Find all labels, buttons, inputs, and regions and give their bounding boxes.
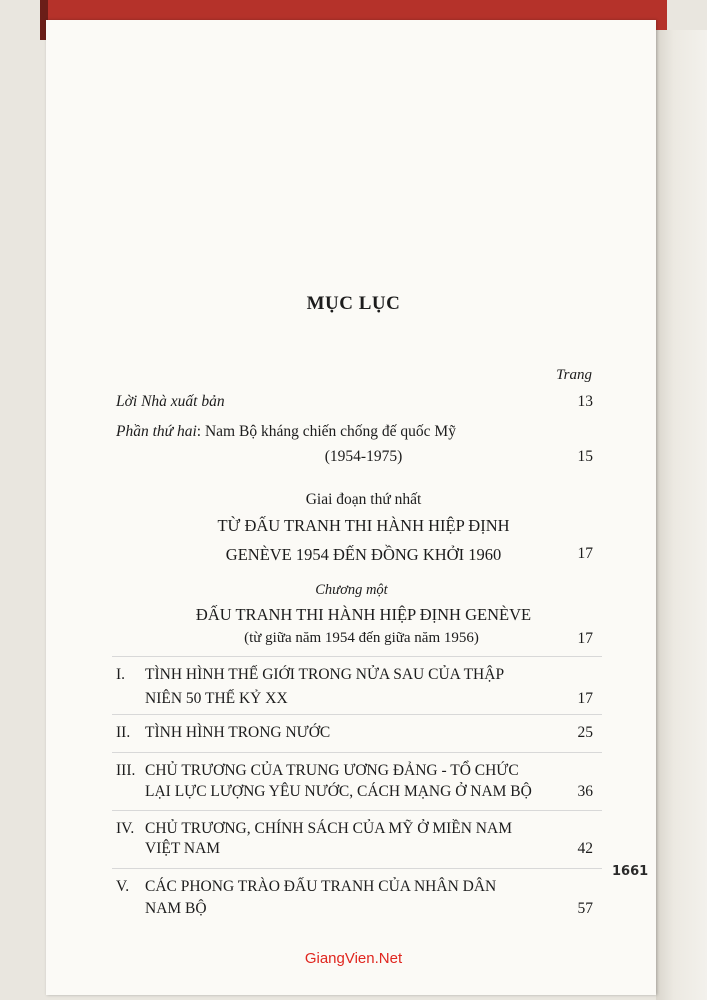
toc-entry-page: 42 xyxy=(577,840,593,857)
toc-item-number: III. xyxy=(116,762,136,779)
toc-entry-page: 25 xyxy=(577,724,593,741)
toc-item-line2: NIÊN 50 THẾ KỶ XX xyxy=(145,690,288,707)
toc-item-number: II. xyxy=(116,724,131,741)
toc-entry-label xyxy=(116,423,456,441)
toc-item-line1: TÌNH HÌNH TRONG NƯỚC xyxy=(145,724,331,741)
chapter-subtitle: (từ giữa năm 1954 đến giữa năm 1956) xyxy=(244,630,479,646)
divider xyxy=(112,714,602,715)
toc-entry-page: 36 xyxy=(577,783,593,800)
toc-item-line1: CHỦ TRƯƠNG, CHÍNH SÁCH CỦA MỸ Ở MIỀN NAM xyxy=(145,820,512,837)
stage-label: Giai đoạn thứ nhất xyxy=(305,491,422,508)
divider xyxy=(112,868,602,869)
page-column-header: Trang xyxy=(556,367,592,383)
part-prefix: Phần thứ hai xyxy=(116,423,197,440)
toc-item-line1: CÁC PHONG TRÀO ĐẤU TRANH CỦA NHÂN DÂN xyxy=(145,878,497,895)
part-years: (1954-1975) xyxy=(324,448,403,465)
toc-entry-page: 17 xyxy=(577,690,593,707)
toc-entry-page: 15 xyxy=(577,448,593,465)
toc-item-number: V. xyxy=(116,878,130,895)
divider xyxy=(112,656,602,657)
divider xyxy=(112,752,602,753)
toc-title: MỤC LỤC xyxy=(306,293,401,314)
toc-item-line1: CHỦ TRƯƠNG CỦA TRUNG ƯƠNG ĐẢNG - TỔ CHỨC xyxy=(145,762,519,779)
part-title: : Nam Bộ kháng chiến chống đế quốc Mỹ xyxy=(196,423,456,440)
watermark: GiangVien.Net xyxy=(304,950,403,967)
toc-entry-label: Lời Nhà xuất bản xyxy=(116,393,225,410)
chapter-label: Chương một xyxy=(315,582,388,598)
toc-item-number: IV. xyxy=(116,820,135,837)
stage-title-line2: GENÈVE 1954 ĐẾN ĐỒNG KHỞI 1960 xyxy=(225,545,502,564)
toc-entry-page: 13 xyxy=(577,393,593,410)
toc-item-line2: LẠI LỰC LƯỢNG YÊU NƯỚC, CÁCH MẠNG Ở NAM BỘ xyxy=(145,783,532,800)
toc-entry-page: 17 xyxy=(577,630,593,647)
toc-item-number: I. xyxy=(116,666,126,683)
page-stamp-number: 1661 xyxy=(612,864,649,879)
toc-item-line2: VIỆT NAM xyxy=(145,840,221,857)
toc-item-line2: NAM BỘ xyxy=(145,900,207,917)
stage-title-line1: TỪ ĐẤU TRANH THI HÀNH HIỆP ĐỊNH xyxy=(217,516,510,535)
toc-item-line1: TÌNH HÌNH THẾ GIỚI TRONG NỬA SAU CỦA THẬP xyxy=(145,666,505,683)
page-stack-edge xyxy=(656,30,707,1000)
toc-entry-page: 57 xyxy=(577,900,593,917)
toc-entry-page: 17 xyxy=(577,545,593,562)
divider xyxy=(112,810,602,811)
chapter-title: ĐẤU TRANH THI HÀNH HIỆP ĐỊNH GENÈVE xyxy=(195,605,532,624)
